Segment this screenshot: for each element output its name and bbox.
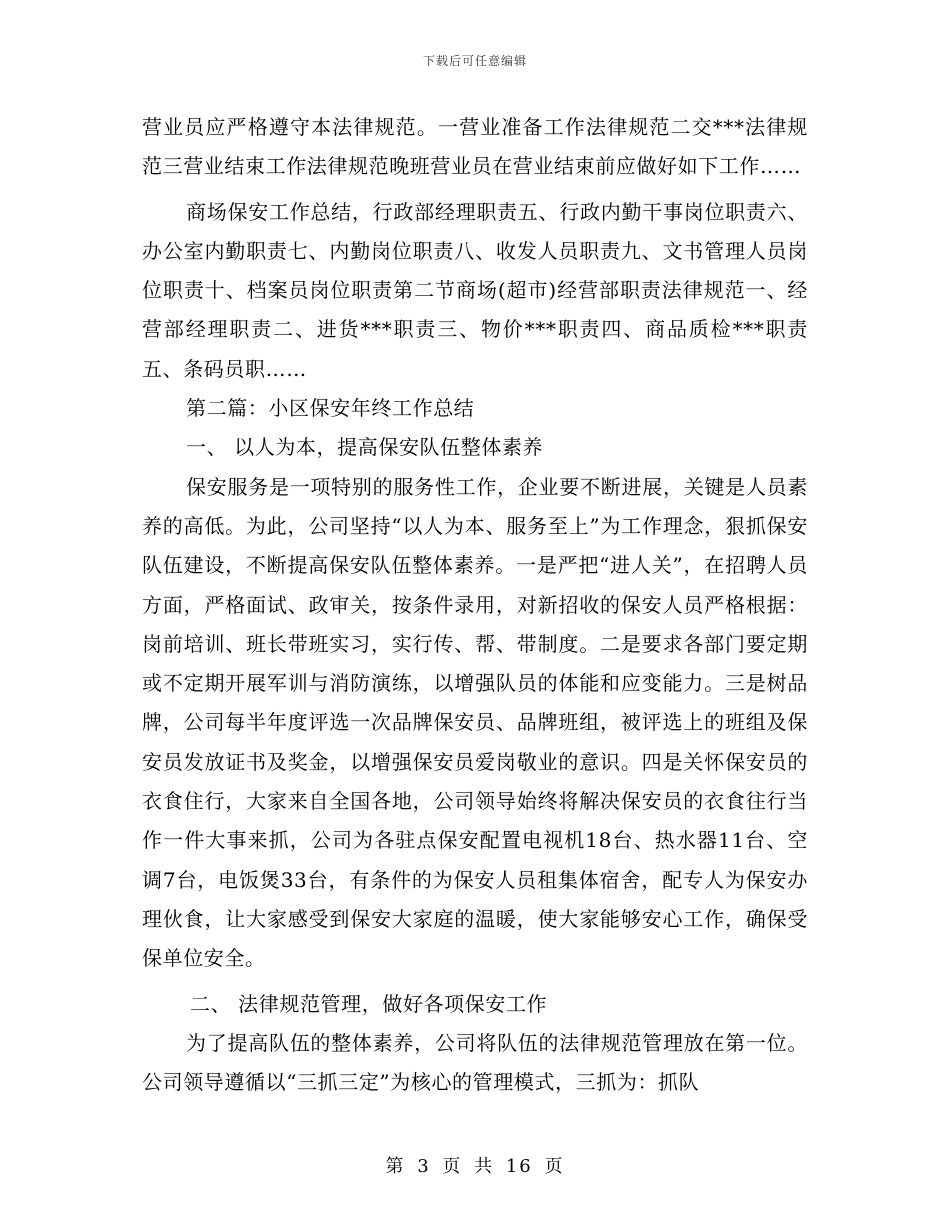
paragraph-3: 保安服务是一项特别的服务性工作，企业要不断进展，关键是人员素养的高低。为此，公司坚持“以人为本、服务至上”为工作理念，狠抓保安队伍建设，不断提高保安队伍整体素养。一是严把“进人关”，在招聘人员方面，严格面试、政审关，按条件录用，对新招收的保安人员严格根据：岗前培训、班长带班实习，实行传、帮、带制度。二是要求各部门要定期或不定期开展军训与消防演练，以增强队员的体能和应变能力。三是树品牌，公司每半年度评选一次品牌保安员、品牌班组，被评选上的班组及保安员发放证书及奖金，以增强保安员爱岗敬业的意识。四是关怀保安员的衣食住行，大家来自全国各地，公司领导始终将解决保安员的衣食往行当作一件大事来抓，公司为各驻点保安配置电视机18台、热水器11台、空调7台，电饭煲33台，有条件的为保安人员租集体宿舍，配专人为保安办理伙食，让大家感受到保安大家庭的温暖，使大家能够安心工作，确保受保单位安全。 — [142, 474, 808, 971]
header-note: 下载后可任意编辑 — [422, 54, 527, 68]
section-heading-1: 一、 以人为本，提高保安队伍整体素养 — [186, 435, 544, 460]
paragraph-1: 营业员应严格遵守本法律规范。一营业准备工作法律规范二交***法律规范三营业结束工作法律规范晚班营业员在营业结束前应做好如下工作…… — [142, 115, 808, 179]
paragraph-4: 为了提高队伍的整体素养，公司将队伍的法律规范管理放在第一位。公司领导遵循以“三抓三定”为核心的管理模式，三抓为：抓队 — [142, 1030, 808, 1095]
section-heading-2: 二、 法律规范管理，做好各项保安工作 — [190, 991, 548, 1016]
paragraph-2: 商场保安工作总结，行政部经理职责五、行政内勤干事岗位职责六、办公室内勤职责七、内勤岗位职责八、收发人员职责九、文书管理人员岗位职责十、档案员岗位职责第二节商场(超市)经营部职责法律规范一、经营部经理职责二、进货***职责三、物价***职责四、商品质检***职责五、条码员职…… — [142, 199, 808, 381]
page-footer: 第 3 页 共 16 页 — [385, 1156, 565, 1177]
article-title: 第二篇：小区保安年终工作总结 — [186, 396, 475, 421]
document-body — [142, 108, 808, 1102]
